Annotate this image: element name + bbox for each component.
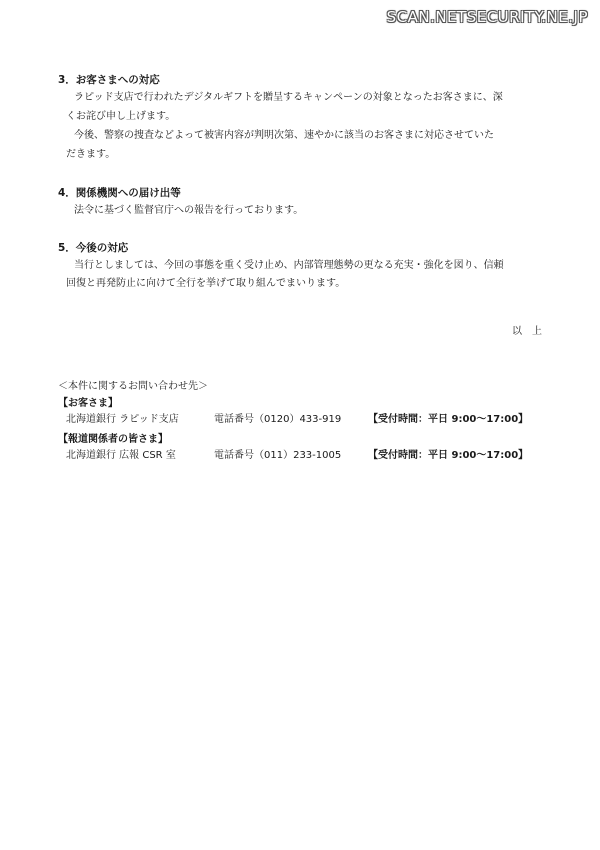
contact-group-label-press: 【報道関係者の皆さま】 [58,434,168,445]
closing-mark: 以 上 [512,326,542,337]
contact-org-customers: 北海道銀行 ラピッド支店 [66,414,179,425]
section-heading-4: 4．関係機関への届け出等 [58,187,181,199]
contact-title: ＜本件に関するお問い合わせ先＞ [58,381,208,392]
contact-group-label-customers: 【お客さま】 [58,398,118,409]
section-5-line-2: 回復と再発防止に向けて全行を挙げて取り組んでまいります。 [66,278,346,289]
section-heading-5: 5．今後の対応 [58,242,129,254]
site-watermark: SCAN.NETSECURITY.NE.JP [386,8,588,26]
contact-phone-customers: 電話番号（0120）433-919 [214,414,342,425]
section-5-line-1: 当行としましては、今回の事態を重く受け止め、内部管理態勢の更なる充実・強化を図り、信頼 [74,260,504,271]
contact-org-press: 北海道銀行 広報 CSR 室 [66,450,176,461]
section-heading-3: 3．お客さまへの対応 [58,74,160,86]
section-3-line-3: 今後、警察の捜査などよって被害内容が判明次第、速やかに該当のお客さまに対応させていた [74,130,494,141]
section-3-line-2: くお詫び申し上げます。 [66,111,176,122]
contact-hours-press: 【受付時間：平日 9:00～17:00】 [368,450,529,461]
section-4-line-1: 法令に基づく監督官庁への報告を行っております。 [74,205,304,216]
contact-hours-customers: 【受付時間：平日 9:00～17:00】 [368,414,529,425]
contact-phone-press: 電話番号（011）233-1005 [214,450,342,461]
section-3-line-4: だきます。 [66,149,116,160]
section-3-line-1: ラピッド支店で行われたデジタルギフトを贈呈するキャンペーンの対象となったお客さまに、深 [74,92,503,103]
